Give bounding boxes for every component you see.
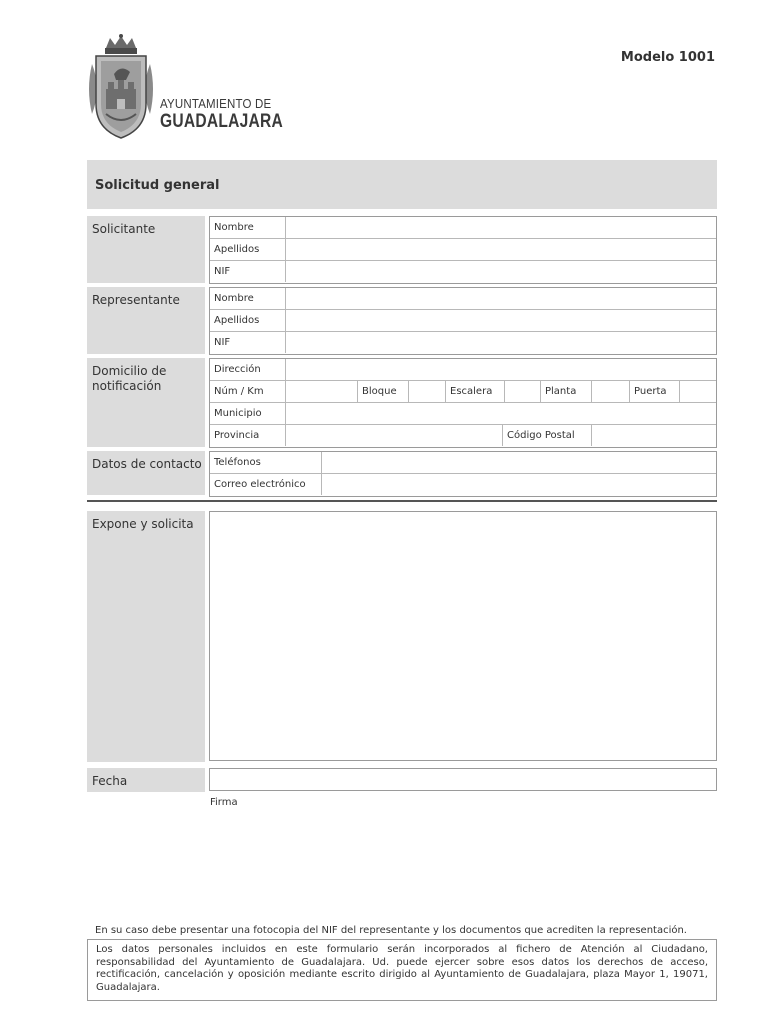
fecha-field[interactable]: [209, 768, 717, 791]
direccion-field[interactable]: [286, 359, 716, 380]
telefonos-label: Teléfonos: [214, 457, 261, 468]
representante-nombre-row: [210, 288, 716, 310]
puerta-label: Puerta: [634, 386, 667, 397]
organization-name: [160, 97, 310, 133]
privacy-notice: Los datos personales incluidos en este formulario serán incorporados al fichero de Atención al Ciudadano, responsabilidad del Ayuntamiento de Guadalajara. Ud. puede ejercer sobre esos datos los derechos de acceso, rectificación, cancelación y oposición mediante escrito dirigido al Ayuntamiento de Guadalajara, plaza Mayor 1, 19071, Guadalajara.: [87, 939, 717, 1001]
planta-label: Planta: [545, 386, 577, 397]
representante-nif-field[interactable]: [286, 332, 716, 353]
municipio-label: Municipio: [214, 408, 262, 419]
direccion-label: Dirección: [214, 364, 261, 375]
telefonos-row: [210, 452, 716, 474]
domicilio-numero-row: [210, 381, 716, 403]
domicilio-direccion-row: [210, 359, 716, 381]
bloque-field[interactable]: [409, 381, 445, 402]
representante-nif-label: NIF: [214, 337, 231, 348]
section-label-contacto: Datos de contacto: [87, 451, 205, 495]
correo-row: [210, 474, 716, 496]
telefonos-field[interactable]: [322, 452, 716, 473]
representante-nombre-field[interactable]: [286, 288, 716, 309]
puerta-field[interactable]: [680, 381, 716, 402]
solicitante-apellidos-row: [210, 239, 716, 261]
solicitante-nif-label: NIF: [214, 266, 231, 277]
representation-note: En su caso debe presentar una fotocopia del NIF del representante y los documentos que acrediten la representación.: [95, 925, 687, 936]
bloque-label: Bloque: [362, 386, 397, 397]
solicitante-apellidos-label: Apellidos: [214, 244, 260, 255]
domicilio-grid: [209, 358, 717, 448]
solicitante-nombre-label: Nombre: [214, 222, 254, 233]
planta-field[interactable]: [592, 381, 629, 402]
correo-label: Correo electrónico: [214, 479, 306, 490]
organization-name-line2: GUADALAJARA: [160, 111, 284, 132]
section-label-fecha: Fecha: [87, 768, 205, 792]
num-km-field[interactable]: [286, 381, 356, 402]
solicitante-grid: [209, 216, 717, 284]
representante-nombre-label: Nombre: [214, 293, 254, 304]
section-label-solicitante: Solicitante: [87, 216, 205, 283]
escalera-label: Escalera: [450, 386, 493, 397]
representante-apellidos-field[interactable]: [286, 310, 716, 331]
contacto-grid: [209, 451, 717, 497]
section-label-expone: Expone y solicita: [87, 511, 205, 762]
domicilio-municipio-row: [210, 403, 716, 425]
provincia-field[interactable]: [286, 425, 502, 446]
solicitante-apellidos-field[interactable]: [286, 239, 716, 260]
expone-solicita-textarea[interactable]: [209, 511, 717, 761]
escalera-field[interactable]: [505, 381, 540, 402]
representante-apellidos-label: Apellidos: [214, 315, 260, 326]
coat-of-arms-logo: [86, 34, 156, 142]
provincia-label: Provincia: [214, 430, 260, 441]
representante-nif-row: [210, 332, 716, 354]
domicilio-provincia-row: [210, 425, 716, 447]
section-label-domicilio: Domicilio de notificación: [87, 358, 205, 447]
representante-grid: [209, 287, 717, 355]
correo-field[interactable]: [322, 474, 716, 495]
num-km-label: Núm / Km: [214, 386, 264, 397]
section-divider: [87, 500, 717, 502]
solicitante-nif-field[interactable]: [286, 261, 716, 282]
form-title: Solicitud general: [95, 178, 220, 193]
solicitante-nombre-field[interactable]: [286, 217, 716, 238]
model-number: Modelo 1001: [620, 50, 715, 65]
firma-label: Firma: [210, 797, 238, 808]
solicitante-nombre-row: [210, 217, 716, 239]
representante-apellidos-row: [210, 310, 716, 332]
section-label-representante: Representante: [87, 287, 205, 354]
codigo-postal-label: Código Postal: [507, 430, 575, 441]
organization-name-line1: AYUNTAMIENTO DE: [160, 97, 272, 111]
municipio-field[interactable]: [286, 403, 716, 424]
codigo-postal-field[interactable]: [592, 425, 716, 446]
form-title-band: [87, 160, 717, 209]
solicitante-nif-row: [210, 261, 716, 283]
